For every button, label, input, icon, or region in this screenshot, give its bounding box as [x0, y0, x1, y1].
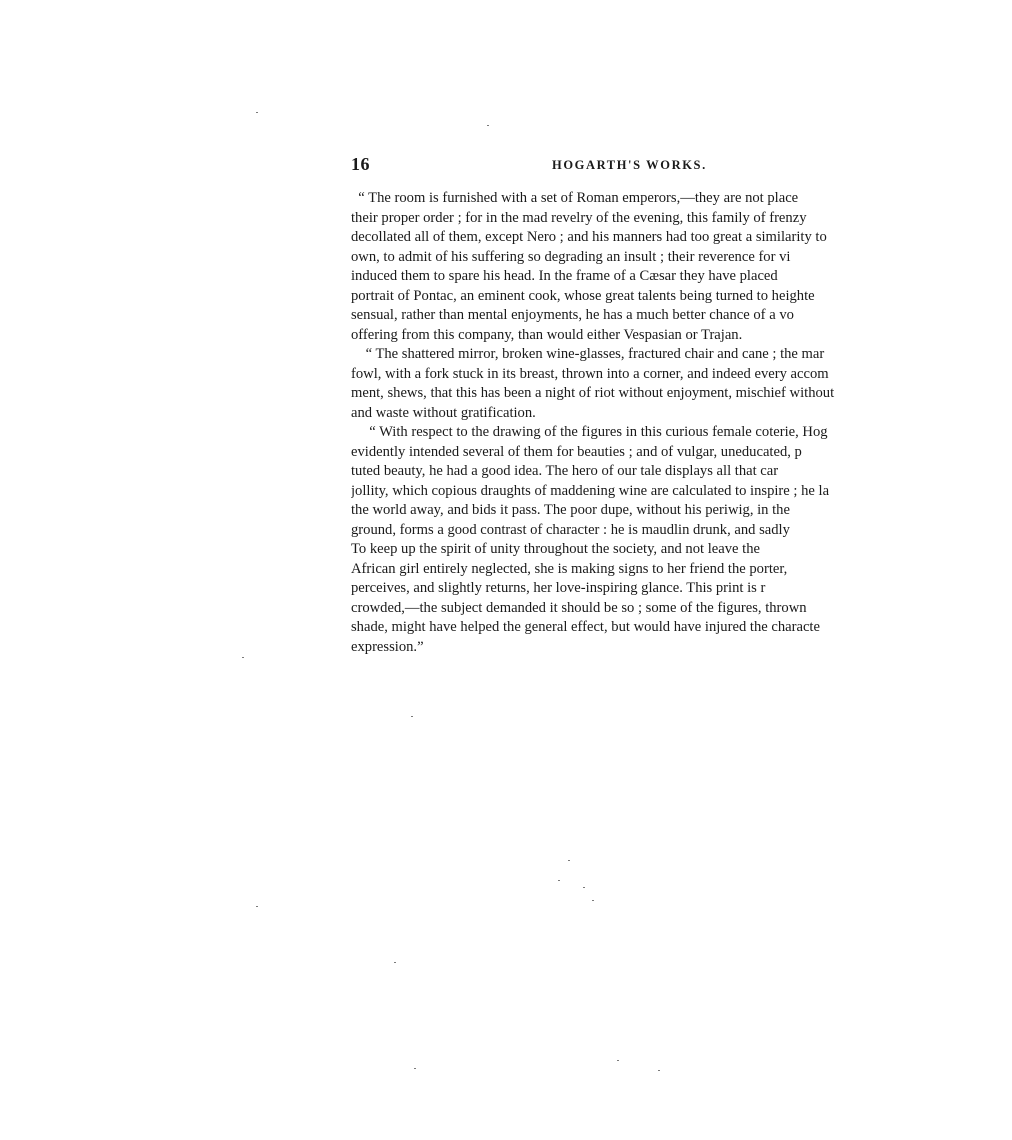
text-line: their proper order ; for in the mad revelry of the evening, this family of frenzy	[351, 209, 807, 226]
text-line: African girl entirely neglected, she is making signs to her friend the porter,	[351, 560, 788, 577]
scan-speck	[256, 906, 258, 907]
scan-speck	[617, 1060, 619, 1061]
text-line: ment, shews, that this has been a night of riot without enjoyment, mischief without	[351, 385, 835, 401]
paragraph	[351, 423, 894, 657]
scan-speck	[411, 716, 413, 717]
text-line: the world away, and bids it pass. The poor dupe, without his periwig, in the	[351, 502, 790, 518]
text-line: induced them to spare his head. In the frame of a Cæsar they have placed	[351, 268, 778, 284]
text-line: sensual, rather than mental enjoyments, he has a much better chance of a vo	[351, 307, 794, 323]
text-line: ground, forms a good contrast of character : he is maudlin drunk, and sadly	[351, 521, 790, 538]
text-line: jollity, which copious draughts of maddening wine are calculated to inspire ; he la	[351, 482, 830, 499]
body-text	[351, 189, 894, 657]
scan-speck	[568, 860, 570, 861]
text-line: “ The shattered mirror, broken wine-glasses, fractured chair and cane ; the mar	[351, 346, 825, 362]
text-line: tuted beauty, he had a good idea. The hero of our tale displays all that car	[351, 463, 779, 479]
text-line: own, to admit of his suffering so degrading an insult ; their reverence for vi	[351, 248, 791, 265]
text-line: shade, might have helped the general effect, but would have injured the characte	[351, 619, 820, 635]
paragraph	[351, 189, 894, 345]
text-line: evidently intended several of them for beauties ; and of vulgar, uneducated, p	[351, 443, 802, 460]
scan-speck	[242, 657, 244, 658]
page-header	[351, 154, 911, 178]
scan-speck	[558, 880, 560, 881]
text-line: and waste without gratification.	[351, 404, 536, 421]
text-line: decollated all of them, except Nero ; and his manners had too great a similarity to	[351, 229, 827, 245]
scan-speck	[394, 962, 396, 963]
text-line: To keep up the spirit of unity throughout the society, and not leave the	[351, 541, 760, 557]
scan-speck	[414, 1068, 416, 1069]
scan-speck	[658, 1070, 660, 1071]
text-line: expression.”	[351, 638, 424, 655]
text-line: “ With respect to the drawing of the figures in this curious female coterie, Hog	[351, 424, 828, 440]
text-line: offering from this company, than would either Vespasian or Trajan.	[351, 326, 743, 343]
text-line: fowl, with a fork stuck in its breast, thrown into a corner, and indeed every accom	[351, 365, 829, 382]
page-number: 16	[351, 154, 370, 174]
text-line: portrait of Pontac, an eminent cook, whose great talents being turned to heighte	[351, 287, 815, 304]
running-head: HOGARTH'S WORKS.	[552, 158, 707, 172]
scan-speck	[583, 887, 585, 888]
text-line: “ The room is furnished with a set of Roman emperors,—they are not place	[351, 190, 799, 206]
text-line: crowded,—the subject demanded it should be so ; some of the figures, thrown	[351, 599, 807, 616]
scan-speck	[592, 900, 594, 901]
text-line: perceives, and slightly returns, her love-inspiring glance. This print is r	[351, 580, 766, 596]
scan-speck	[256, 112, 258, 113]
scan-speck	[487, 125, 489, 126]
paragraph	[351, 345, 894, 423]
